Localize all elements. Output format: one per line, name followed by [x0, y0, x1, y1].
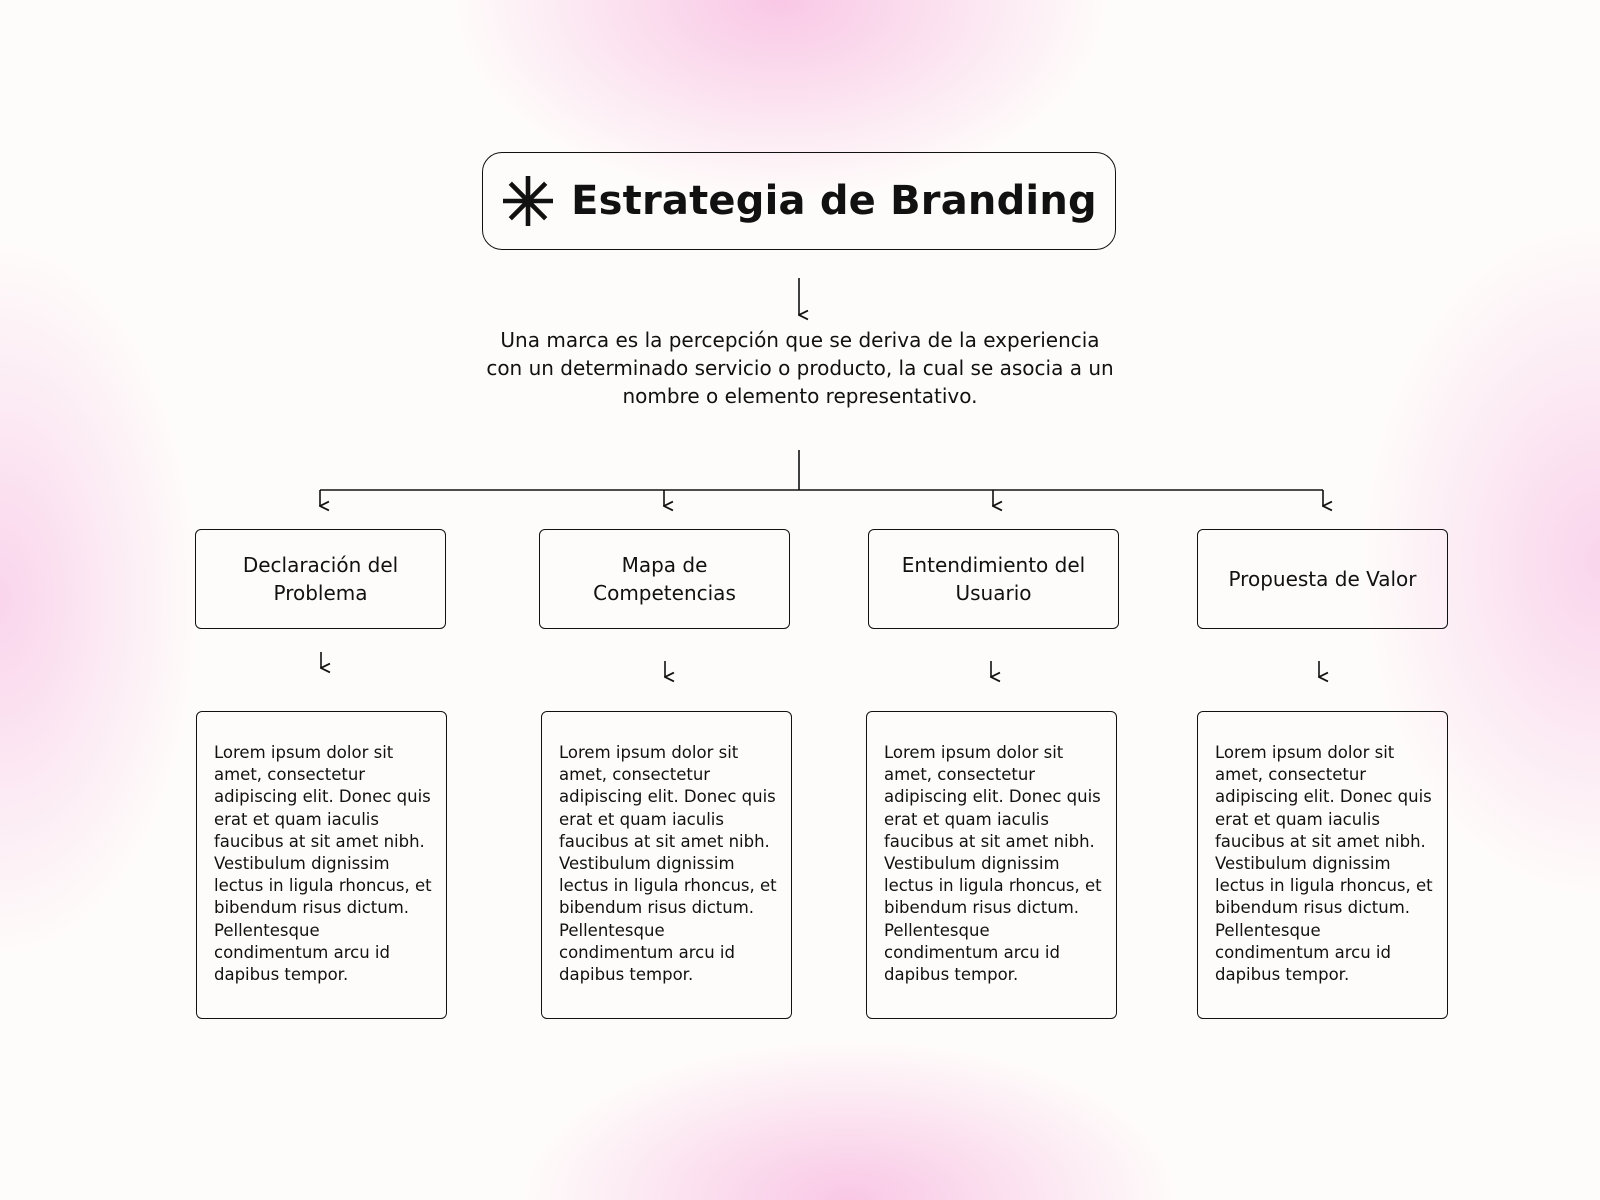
brand-description: Una marca es la percepción que se deriva de la experiencia con un determinado servicio o producto, la cual se asocia a un nombre o elemento representativo.: [486, 328, 1114, 408]
category-box-user-understanding: [868, 529, 1119, 629]
detail-box-competency-map: [541, 711, 792, 1019]
category-box-value-proposition: [1197, 529, 1448, 629]
detail-box-problem-statement: [196, 711, 447, 1019]
category-box-problem-statement: [195, 529, 446, 629]
detail-box-value-proposition: [1197, 711, 1448, 1019]
detail-text: Lorem ipsum dolor sit amet, consectetur adipiscing elit. Donec quis erat et quam iaculis faucibus at sit amet nibh. Vestibulum dignissim lectus in ligula rhoncus, et bibendum risus dictum. Pellentesque condimentum arcu id dapibus tempor.: [1215, 743, 1433, 985]
page-title: Estrategia de Branding: [571, 178, 1097, 224]
category-label: Entendimiento del Usuario: [901, 553, 1086, 605]
title-box: [482, 152, 1116, 250]
category-label: Mapa de Competencias: [593, 553, 736, 605]
category-label: Propuesta de Valor: [1228, 567, 1417, 591]
detail-text: Lorem ipsum dolor sit amet, consectetur adipiscing elit. Donec quis erat et quam iaculis faucibus at sit amet nibh. Vestibulum dignissim lectus in ligula rhoncus, et bibendum risus dictum. Pellentesque condimentum arcu id dapibus tempor.: [559, 743, 777, 985]
category-label: Declaración del Problema: [242, 553, 399, 605]
detail-text: Lorem ipsum dolor sit amet, consectetur adipiscing elit. Donec quis erat et quam iaculis faucibus at sit amet nibh. Vestibulum dignissim lectus in ligula rhoncus, et bibendum risus dictum. Pellentesque condimentum arcu id dapibus tempor.: [214, 743, 432, 985]
category-box-competency-map: [539, 529, 790, 629]
detail-box-user-understanding: [866, 711, 1117, 1019]
detail-text: Lorem ipsum dolor sit amet, consectetur adipiscing elit. Donec quis erat et quam iaculis faucibus at sit amet nibh. Vestibulum dignissim lectus in ligula rhoncus, et bibendum risus dictum. Pellentesque condimentum arcu id dapibus tempor.: [884, 743, 1102, 985]
asterisk-star-icon: [501, 174, 555, 228]
